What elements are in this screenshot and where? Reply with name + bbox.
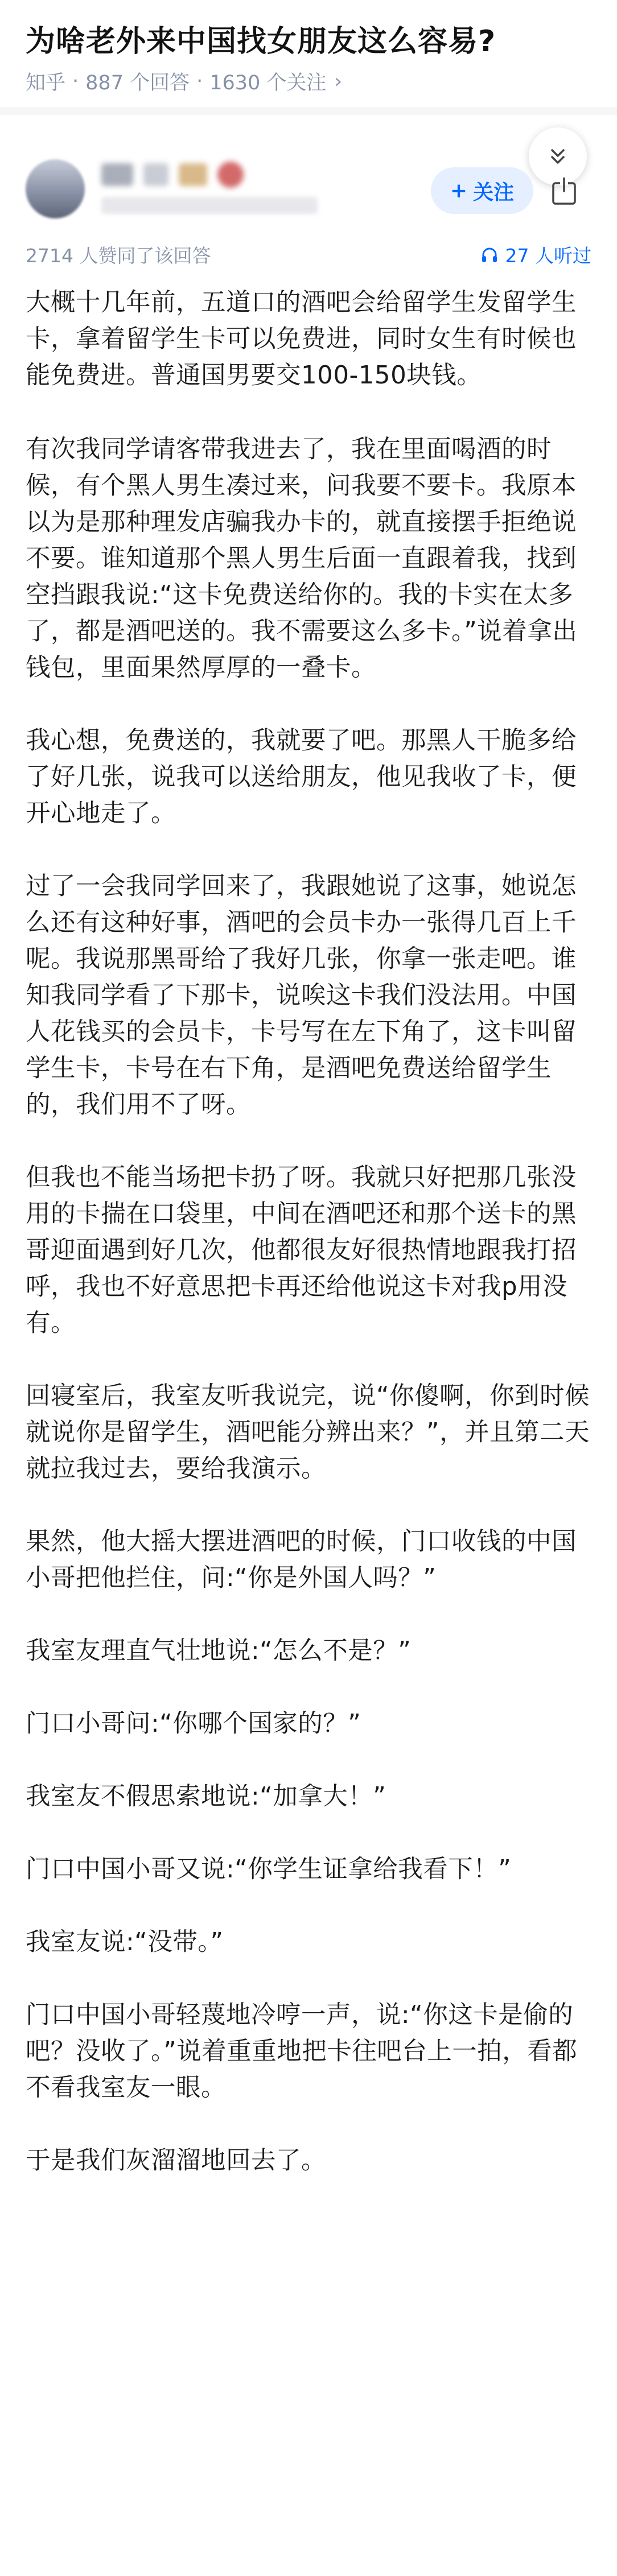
answer-paragraph: 我心想，免费送的，我就要了吧。那黑人干脆多给了好几张，说我可以送给朋友，他见我收了卡，便开心地走了。 [26,726,577,828]
author-name[interactable] [101,162,244,188]
answer-paragraph: 我室友理直气壮地说:“怎么不是？” [26,1637,412,1665]
plus-icon: + [450,179,468,203]
answer-paragraph: 门口小哥问:“你哪个国家的？” [26,1710,361,1738]
question-title[interactable]: 为啥老外来中国找女朋友这么容易? [26,24,496,59]
follow-button[interactable] [431,167,533,214]
answer-paragraph: 我室友不假思索地说:“加拿大！” [26,1782,386,1811]
collapse-button[interactable] [529,127,587,185]
avatar[interactable] [26,159,85,218]
source-label: 知乎 [26,72,66,94]
double-chevron-down-icon [546,145,569,168]
answer-paragraph: 回寝室后，我室友听我说完，说“你傻啊，你到时候就说你是留学生，酒吧能分辨出来？”，并且第二天就拉我过去，要给我演示。 [26,1382,590,1483]
answer-paragraph: 于是我们灰溜溜地回去了。 [26,2146,326,2175]
section-divider [0,107,617,115]
chevron-right-icon: › [334,70,343,93]
answer-paragraph: 但我也不能当场把卡扔了呀。我就只好把那几张没用的卡揣在口袋里，中间在酒吧还和那个送卡的黑哥迎面遇到好几次，他都很友好很热情地跟我打招呼，我也不好意思把卡再还给他说这卡对我p用没有。 [26,1163,577,1337]
question-header [0,0,617,100]
answer-paragraph: 果然，他大摇大摆进酒吧的时候，门口收钱的中国小哥把他拦住，问:“你是外国人吗？” [26,1528,577,1592]
more-icon[interactable] [551,177,577,206]
answer-paragraph: 有次我同学请客带我进去了，我在里面喝酒的时候，有个黑人男生凑过来，问我要不要卡。我原本以为是那种理发店骗我办卡的，就直接摆手拒绝说不要。谁知道那个黑人男生后面一直跟着我，找到空挡跟我说:“这卡免费送给你的。我的卡实在太多了，都是酒吧送的。我不需要这么多卡。”说着拿出钱包，里面果然厚厚的一叠卡。 [26,435,578,682]
question-meta[interactable] [26,67,342,96]
answer-stats [26,241,591,270]
answer-paragraph: 大概十几年前，五道口的酒吧会给留学生发留学生卡，拿着留学生卡可以免费进，同时女生有时候也能免费进。普通国男要交100-150块钱。 [26,288,577,390]
meta-separator: · [196,70,203,93]
follower-count: 1630 个关注 [209,72,327,94]
listeners-count: 27 人听过 [505,245,591,267]
listen-button[interactable] [480,241,591,268]
meta-separator: · [72,70,79,93]
answer-paragraph: 过了一会我同学回来了，我跟她说了这事，她说怎么还有这种好事，酒吧的会员卡办一张得几百上千呢。我说那黑哥给了我好几张，你拿一张走吧。谁知我同学看了下那卡，说唉这卡我们没法用。中国人花钱买的会员卡，卡号写在左下角了，这卡叫留学生卡，卡号在右下角，是酒吧免费送给留学生的，我们用不了呀。 [26,872,577,1119]
author-headline [101,197,318,214]
approve-count: 2714 人赞同了该回答 [26,245,211,267]
answer-paragraph: 门口中国小哥又说:“你学生证拿给我看下！” [26,1855,512,1884]
answer-count: 887 个回答 [85,72,190,94]
answer-paragraph: 门口中国小哥轻蔑地冷哼一声，说:“你这卡是偷的吧？没收了。”说着重重地把卡往吧台上一拍，看都不看我室友一眼。 [26,2001,578,2102]
headphones-icon [480,246,499,264]
answer-paragraph: 我室友说:“没带。” [26,1928,224,1956]
answer-body [26,284,595,2215]
follow-label: 关注 [473,180,515,204]
